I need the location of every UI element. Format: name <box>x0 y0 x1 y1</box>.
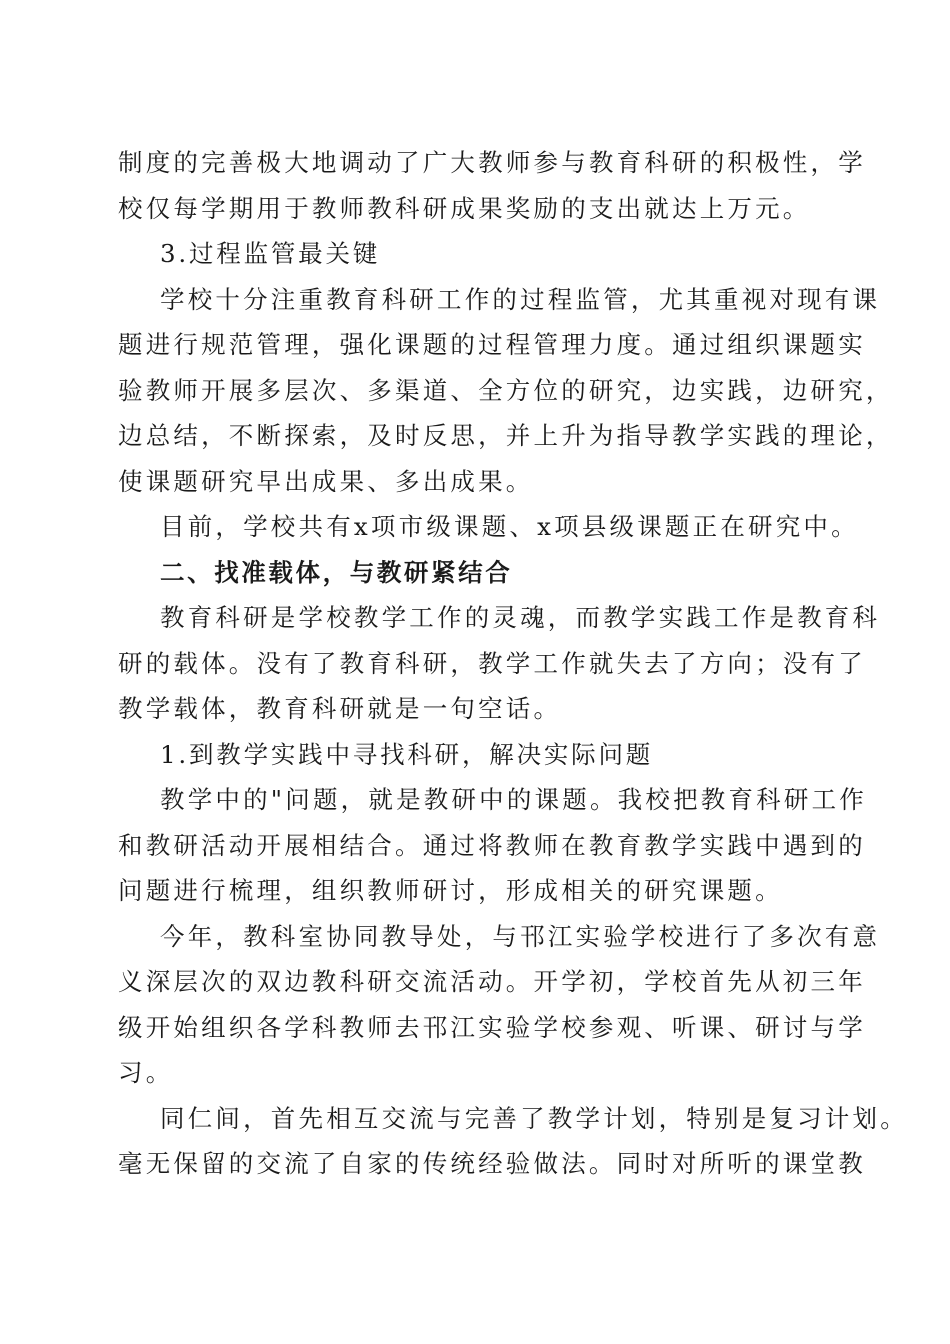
paragraph-line: 同仁间，首先相互交流与完善了教学计划，特别是复习计划。 <box>160 1104 908 1133</box>
paragraph-line: 教学载体，教育科研就是一句空话。 <box>118 694 562 723</box>
paragraph-line: 使课题研究早出成果、多出成果。 <box>118 467 534 496</box>
paragraph-line: 和教研活动开展相结合。通过将教师在教育教学实践中遇到的 <box>118 831 866 860</box>
paragraph-line: 教学中的"问题，就是教研中的课题。我校把教育科研工作 <box>160 785 867 814</box>
paragraph-line: 制度的完善极大地调动了广大教师参与教育科研的积极性，学 <box>118 148 866 177</box>
section-subheading: 1.到教学实践中寻找科研，解决实际问题 <box>160 740 654 769</box>
paragraph-line: 教育科研是学校教学工作的灵魂，而教学实践工作是教育科 <box>160 603 881 632</box>
paragraph-line: 验教师开展多层次、多渠道、全方位的研究，边实践，边研究， <box>118 376 894 405</box>
section-subheading: 3.过程监管最关键 <box>160 239 381 268</box>
paragraph-line: 边总结，不断探索，及时反思，并上升为指导教学实践的理论， <box>118 421 894 450</box>
section-heading: 二、找准载体，与教研紧结合 <box>160 558 513 587</box>
paragraph-line: 问题进行梳理，组织教师研讨，形成相关的研究课题。 <box>118 876 783 905</box>
paragraph-line: 目前，学校共有x项市级课题、x项县级课题正在研究中。 <box>160 512 859 541</box>
paragraph-line: 今年，教科室协同教导处，与邗江实验学校进行了多次有意 <box>160 922 881 951</box>
paragraph-line: 校仅每学期用于教师教科研成果奖励的支出就达上万元。 <box>118 194 811 223</box>
paragraph-line: 学校十分注重教育科研工作的过程监管，尤其重视对现有课 <box>160 285 881 314</box>
paragraph-line: 义深层次的双边教科研交流活动。开学初，学校首先从初三年 <box>118 967 866 996</box>
paragraph-line: 题进行规范管理，强化课题的过程管理力度。通过组织课题实 <box>118 330 866 359</box>
paragraph-line: 级开始组织各学科教师去邗江实验学校参观、听课、研讨与学 <box>118 1013 866 1042</box>
paragraph-line: 研的载体。没有了教育科研，教学工作就失去了方向；没有了 <box>118 649 866 678</box>
paragraph-line: 毫无保留的交流了自家的传统经验做法。同时对所听的课堂教 <box>118 1149 866 1178</box>
paragraph-line: 习。 <box>118 1058 174 1087</box>
